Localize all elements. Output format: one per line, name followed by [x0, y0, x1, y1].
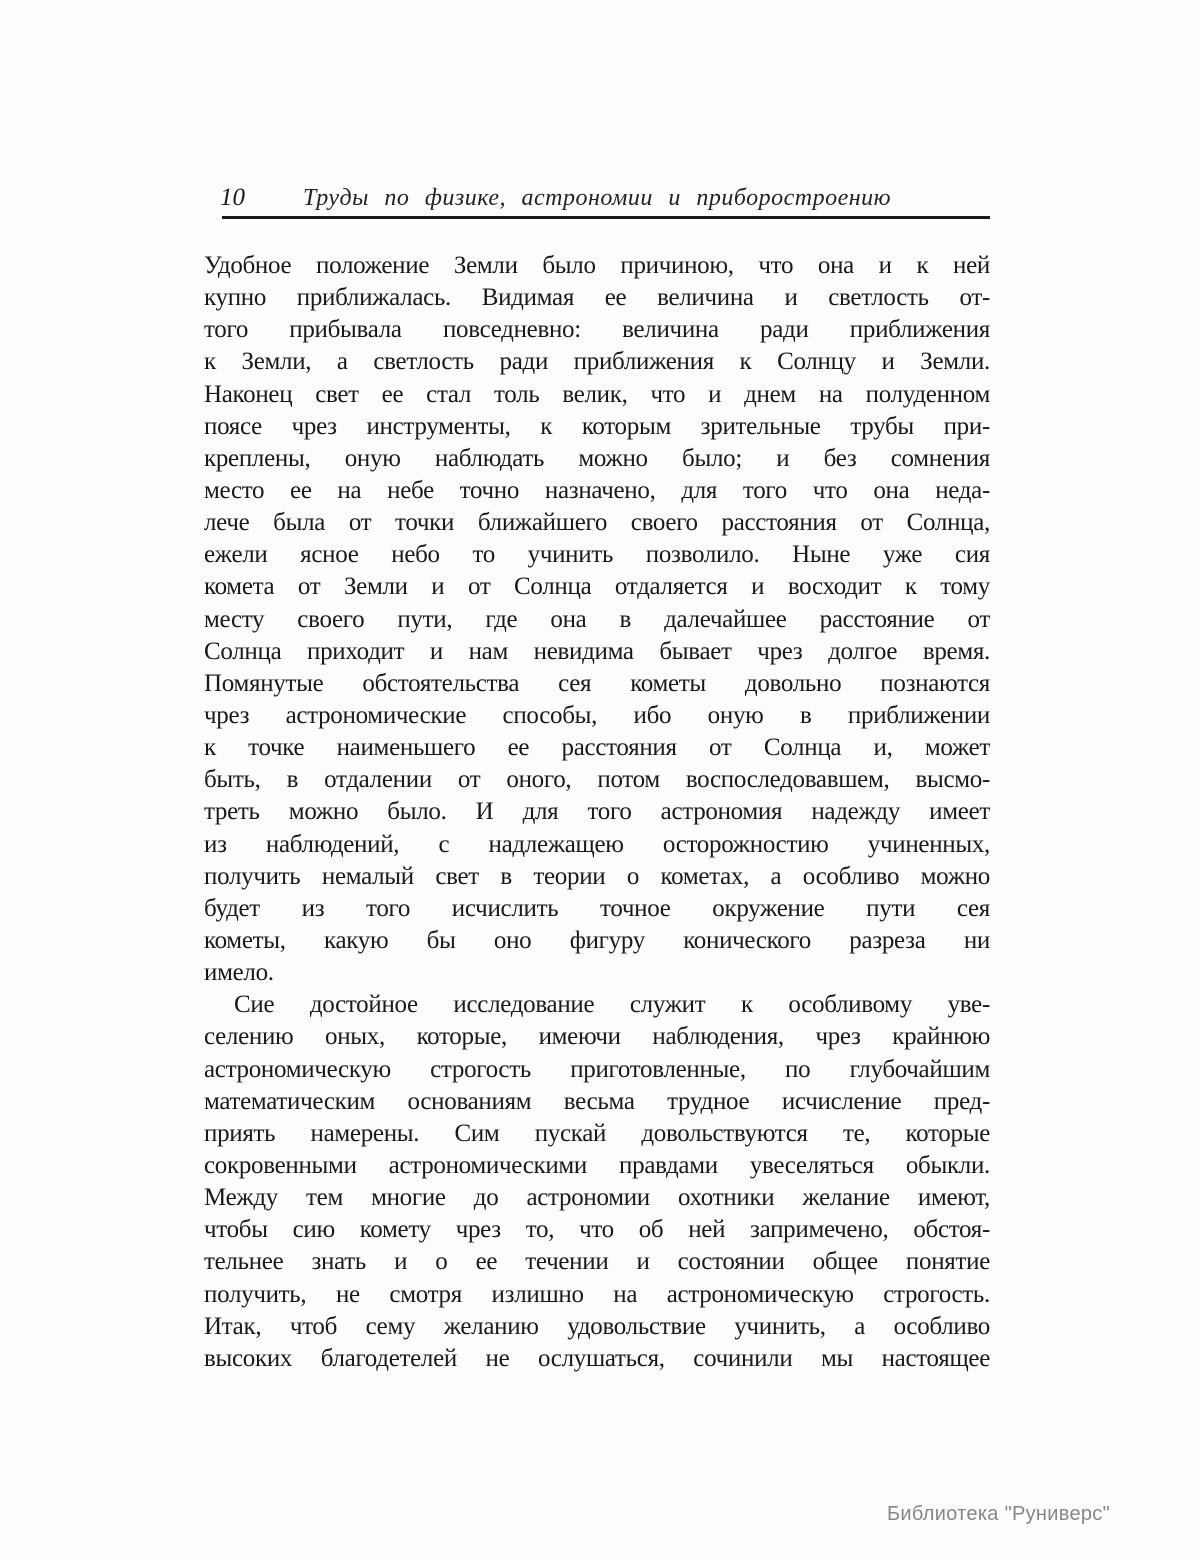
text-line: Итак, чтоб сему желанию удовольствие учинить, а особливо: [204, 1312, 990, 1340]
text-line: креплены, оную наблюдать можно было; и без сомнения: [204, 444, 990, 472]
text-line: место ее на небе точно назначено, для того что она неда-: [204, 476, 990, 504]
text-line: Сие достойное исследование служит к особливому уве-: [234, 991, 990, 1019]
text-line: будет из того исчислить точное окружение пути сея: [204, 894, 990, 922]
text-line: высоких благодетелей не ослушаться, сочинили мы настоящее: [204, 1344, 990, 1372]
text-line: математическим основаниям весьма трудное исчисление пред-: [204, 1087, 990, 1115]
text-line: приять намерены. Сим пускай довольствуются те, которые: [204, 1119, 990, 1147]
text-line: получить, не смотря излишно на астрономическую строгость.: [204, 1280, 990, 1308]
text-line: быть, в отдалении от оного, потом воспоследовавшем, высмо-: [204, 766, 990, 794]
body-text: [204, 250, 990, 1375]
text-line: сокровенными астрономическими правдами увеселяться обыкли.: [204, 1151, 990, 1179]
text-line: того прибывала повседневно: величина ради приближения: [204, 316, 990, 344]
text-line: имело.: [204, 959, 274, 987]
text-line: поясе чрез инструменты, к которым зрительные трубы при-: [204, 412, 990, 440]
text-line: чрез астрономические способы, ибо оную в приближении: [204, 701, 990, 729]
text-line: астрономическую строгость приготовленные, по глубочайшим: [204, 1055, 990, 1083]
text-line: Помянутые обстоятельства сея кометы довольно познаются: [204, 669, 990, 697]
text-line: месту своего пути, где она в далечайшее расстояние от: [204, 605, 990, 633]
text-line: купно приближалась. Видимая ее величина и светлость от-: [204, 284, 990, 312]
text-line: Солнца приходит и нам невидима бывает чрез долгое время.: [204, 637, 990, 665]
header-rule-divider: [222, 216, 990, 219]
text-line: кометы, какую бы оно фигуру конического разреза ни: [204, 926, 990, 954]
text-line: к Земли, а светлость ради приближения к Солнцу и Земли.: [204, 348, 990, 376]
text-line: к точке наименьшего ее расстояния от Солнца и, может: [204, 734, 990, 762]
text-line: чтобы сию комету чрез то, что об ней запримечено, обстоя-: [204, 1216, 990, 1244]
footer-watermark: Библиотека "Руниверс": [886, 1503, 1110, 1525]
text-line: Удобное положение Земли было причиною, что она и к ней: [204, 252, 990, 279]
text-line: лече была от точки ближайшего своего расстояния от Солнца,: [204, 509, 990, 537]
text-line: Наконец свет ее стал толь велик, что и днем на полуденном: [204, 380, 990, 408]
text-line: треть можно было. И для того астрономия надежду имеет: [204, 798, 990, 826]
text-line: комета от Земли и от Солнца отдаляется и восходит к тому: [204, 573, 990, 601]
text-line: получить немалый свет в теории о кометах, а особливо можно: [204, 862, 990, 890]
text-line: ежели ясное небо то учинить позволило. Ныне уже сия: [204, 541, 990, 569]
text-line: Между тем многие до астрономии охотники желание имеют,: [204, 1184, 990, 1212]
running-title: Труды по физике, астрономии и приборостроению: [302, 185, 892, 211]
page-number: 10: [220, 184, 245, 211]
text-line: селению оных, которые, имеючи наблюдения, чрез крайнюю: [204, 1023, 990, 1051]
text-line: тельнее знать и о ее течении и состоянии общее понятие: [204, 1248, 990, 1276]
page-header: [204, 184, 990, 214]
text-line: из наблюдений, с надлежащею осторожностию учиненных,: [204, 830, 990, 858]
